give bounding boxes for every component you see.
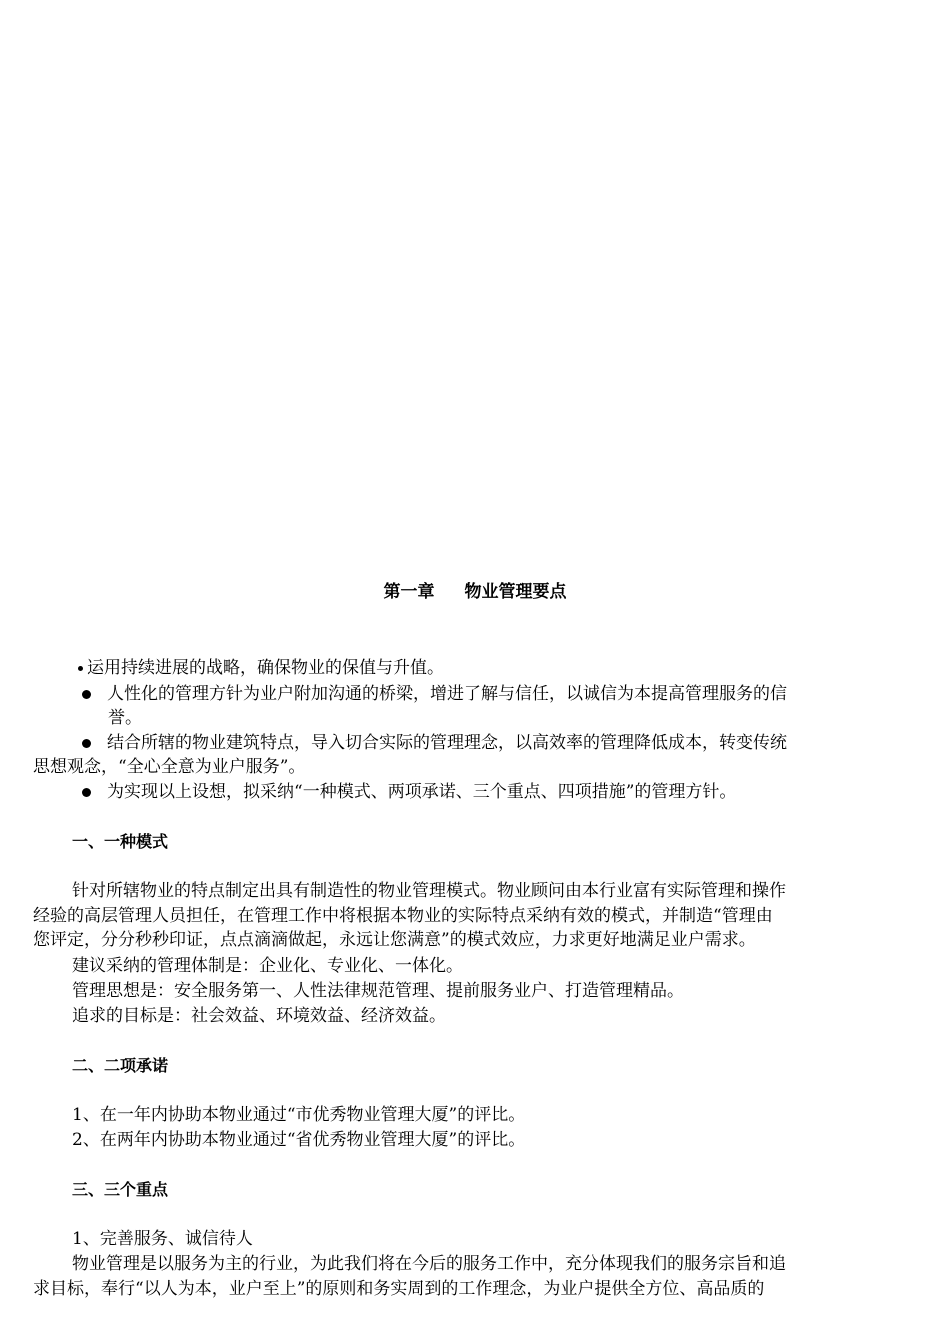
bullet-item-4 [82,780,736,804]
section3-subheading-1: 1、完善服务、诚信待人 [72,1229,253,1249]
chapter-title [0,580,950,604]
section1-para1-line1: 针对所辖物业的特点制定出具有制造性的物业管理模式。物业顾问由本行业富有实际管理和操作 [72,881,786,901]
bullet-dot-icon [82,690,91,699]
section-heading-3: 三、三个重点 [72,1180,169,1199]
section1-para1-line2: 经验的高层管理人员担任，在管理工作中将根据本物业的实际特点采纳有效的模式，并制造“管理由 [33,906,773,926]
bullet-dot-icon [78,666,83,671]
section-heading-1: 一、一种模式 [72,832,169,851]
bullet-item-2 [82,682,787,706]
section1-para1-line3: 您评定，分分秒秒印证，点点滴滴做起，永远让您满意”的模式效应，力求更好地满足业户需求。 [33,930,756,950]
bullet-text-4: 为实现以上设想，拟采纳“一种模式、两项承诺、三个重点、四项措施”的管理方针。 [107,782,737,802]
section1-para3: 管理思想是：安全服务第一、人性法律规范管理、提前服务业户、打造管理精品。 [72,981,684,1001]
section1-para2: 建议采纳的管理体制是：企业化、专业化、一体化。 [72,956,463,976]
section3-para1-line2: 求目标，奉行“以人为本，业户至上”的原则和务实周到的工作理念，为业户提供全方位、高品质的 [33,1279,765,1299]
bullet-item-3 [82,731,787,755]
chapter-name: 物业管理要点 [464,582,567,602]
section3-para1-line1: 物业管理是以服务为主的行业，为此我们将在今后的服务工作中，充分体现我们的服务宗旨和追 [72,1254,786,1274]
bullet-text-1: 运用持续进展的战略，确保物业的保值与升值。 [87,658,444,678]
bullet-text-2-cont: 誉。 [108,708,142,728]
section-heading-2: 二、二项承诺 [72,1056,169,1075]
bullet-text-2: 人性化的管理方针为业户附加沟通的桥梁，增进了解与信任，以诚信为本提高管理服务的信 [107,684,787,704]
section2-item1: 1、在一年内协助本物业通过“市优秀物业管理大厦”的评比。 [72,1105,526,1125]
bullet-dot-icon [82,739,91,748]
bullet-item-1 [78,656,444,680]
bullet-dot-icon [82,788,91,797]
section1-para4: 追求的目标是：社会效益、环境效益、经济效益。 [72,1006,446,1026]
chapter-number: 第一章 [383,582,435,602]
bullet-text-3-cont: 思想观念，“全心全意为业户服务”。 [33,757,306,777]
bullet-text-3: 结合所辖的物业建筑特点，导入切合实际的管理理念，以高效率的管理降低成本，转变传统 [107,733,787,753]
section2-item2: 2、在两年内协助本物业通过“省优秀物业管理大厦”的评比。 [72,1130,526,1150]
